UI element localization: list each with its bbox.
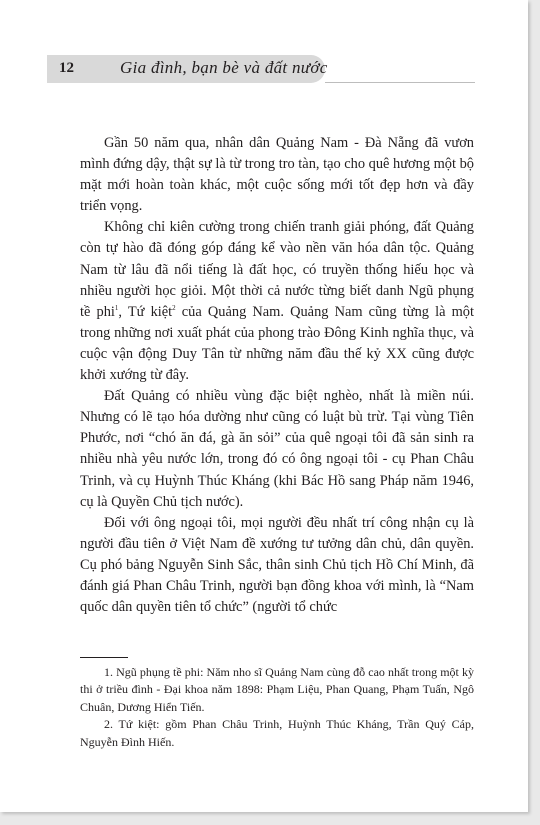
paragraph-text: Không chỉ kiên cường trong chiến tranh giải phóng, đất Quảng còn tự hào đã đóng góp đáng kể vào nền văn hóa dân tộc. Quảng Nam từ lâu đã nổi tiếng là đất học, có truyền thống hiếu học và nhiều người học giỏi. Một thời cả nước từng biết danh Ngũ phụng tề phi — [80, 219, 474, 320]
paragraph — [80, 217, 474, 386]
footnote: 2. Tứ kiệt: gồm Phan Châu Trinh, Huỳnh Thúc Kháng, Trần Quý Cáp, Nguyễn Đình Hiến. — [80, 717, 474, 749]
footnote-ref: 1 — [114, 303, 119, 312]
footnote-ref: 2 — [172, 303, 176, 312]
paragraph-text: của Quảng Nam. Quảng Nam cũng từng là một trong những nơi xuất phát của phong trào Đông Kinh nghĩa thục, và cuộc vận động Duy Tân từ những năm đầu thế kỷ XX cũng được khởi xướng từ đây. — [80, 303, 474, 384]
paragraph: Đất Quảng có nhiều vùng đặc biệt nghèo, nhất là miền núi. Nhưng có lẽ tạo hóa dường như cũng có luật bù trừ. Tại vùng Tiên Phước, nơi “chó ăn đá, gà ăn sỏi” của quê ngoại tôi đã sản sinh ra nhiều nhà yêu nước lớn, trong đó có ông ngoại tôi - cụ Phan Châu Trinh, và cụ Huỳnh Thúc Kháng (khi Bác Hồ sang Pháp năm 1946, cụ là Quyền Chủ tịch nước). — [80, 388, 474, 510]
body-text — [80, 133, 474, 618]
page-number: 12 — [59, 60, 74, 76]
running-title: Gia đình, bạn bè và đất nước — [120, 58, 328, 77]
header-rule — [325, 82, 475, 83]
paragraph: Đối với ông ngoại tôi, mọi người đều nhất trí công nhận cụ là người đầu tiên ở Việt Nam đề xướng tư tưởng dân chủ, dân quyền. Cụ phó bảng Nguyễn Sinh Sắc, thân sinh Chủ tịch Hồ Chí Minh, đã đánh giá Phan Châu Trinh, người bạn đồng khoa với mình, là “Nam quốc dân quyền tiên tổ chức” (người tổ chức — [80, 514, 474, 616]
footnote: 1. Ngũ phụng tề phi: Năm nho sĩ Quảng Nam cùng đỗ cao nhất trong một kỳ thi ở triều đình - Đại khoa năm 1898: Phạm Liệu, Phan Quang, Phạm Tuấn, Ngô Chuân, Dương Hiển Tiến. — [80, 665, 474, 714]
footnote-separator — [80, 657, 128, 658]
paragraph-text: , Tứ kiệt — [118, 303, 173, 320]
paragraph: Gần 50 năm qua, nhân dân Quảng Nam - Đà Nẵng đã vươn mình đứng dậy, thật sự là từ trong tro tàn, tạo cho quê hương một bộ mặt mới hoàn toàn khác, một cuộc sống mới tốt đẹp hơn và đầy triển vọng. — [80, 135, 474, 215]
footnotes — [80, 664, 474, 751]
